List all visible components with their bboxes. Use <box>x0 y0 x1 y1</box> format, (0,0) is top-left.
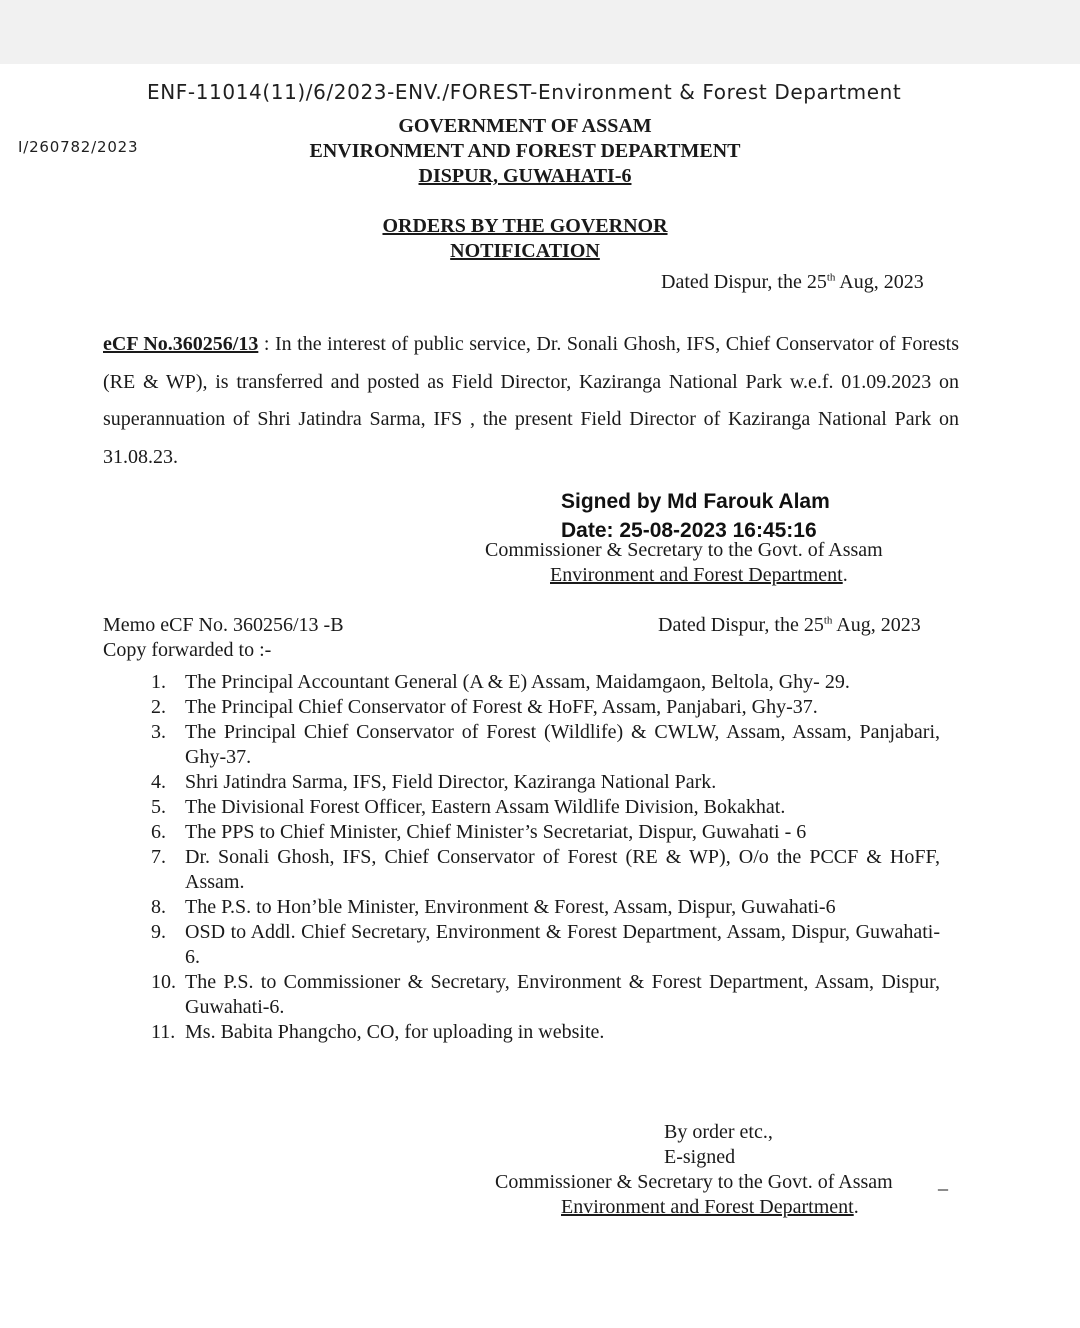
copy-list-text: The P.S. to Commissioner & Secretary, Environment & Forest Department, Assam, Dispur, Guwahati-6. <box>185 971 940 1018</box>
copy-list-number: 2. <box>151 696 166 718</box>
closing-department <box>561 1196 859 1219</box>
copy-list-number: 7. <box>151 846 166 868</box>
signatory-period: . <box>842 564 848 586</box>
header-address-text: DISPUR, GUWAHATI-6 <box>418 165 632 187</box>
copy-list-text: The Principal Accountant General (A & E) Assam, Maidamgaon, Beltola, Ghy- 29. <box>185 671 850 693</box>
copy-list-item <box>151 920 940 970</box>
copy-list-text: The P.S. to Hon’ble Minister, Environment & Forest, Assam, Dispur, Guwahati-6 <box>185 896 836 918</box>
copy-list-text: The PPS to Chief Minister, Chief Minister’s Secretariat, Dispur, Guwahati - 6 <box>185 821 807 843</box>
copy-list-item <box>151 1020 940 1045</box>
notification-date <box>661 271 924 294</box>
notification-heading-text: NOTIFICATION <box>450 240 600 262</box>
closing-dash: _ <box>938 1171 948 1193</box>
copy-list-number: 8. <box>151 896 166 918</box>
copy-list-number: 5. <box>151 796 166 818</box>
copy-list-item <box>151 770 940 795</box>
copy-list-number: 3. <box>151 721 166 743</box>
esignature-signed-by: Signed by Md Farouk Alam <box>561 490 830 513</box>
memo-date <box>658 614 921 637</box>
notification-date-prefix: Dated Dispur, the 25 <box>661 271 827 293</box>
copy-list-number: 4. <box>151 771 166 793</box>
by-order-text: By order etc., <box>664 1121 773 1143</box>
copy-list-number: 9. <box>151 921 166 943</box>
memo-date-rest: Aug, 2023 <box>832 614 921 636</box>
copy-list-text: The Principal Chief Conservator of Forest (Wildlife) & CWLW, Assam, Assam, Panjabari, Ghy-37. <box>185 721 940 768</box>
copy-list-item <box>151 820 940 845</box>
closing-department-text: Environment and Forest Department <box>561 1196 854 1218</box>
copy-list-text: The Principal Chief Conservator of Forest & HoFF, Assam, Panjabari, Ghy-37. <box>185 696 818 718</box>
signatory-department <box>550 564 848 587</box>
copy-list-number: 11. <box>151 1021 176 1043</box>
copy-list-item <box>151 970 940 1020</box>
copy-list-item <box>151 895 940 920</box>
memo-date-prefix: Dated Dispur, the 25 <box>658 614 824 636</box>
copy-list-number: 6. <box>151 821 166 843</box>
copy-list-text: Dr. Sonali Ghosh, IFS, Chief Conservator of Forest (RE & WP), O/o the PCCF & HoFF, Assam. <box>185 846 940 893</box>
ecf-reference: eCF No.360256/13 <box>103 333 259 355</box>
closing-period: . <box>853 1196 859 1218</box>
notification-body-text: : In the interest of public service, Dr. Sonali Ghosh, IFS, Chief Conservator of Forests (RE & WP), is transferred and posted as Field Director, Kaziranga National Park w.e.f. 01.09.2023 on superannuation of Shri Jatindra Sarma, IFS , the present Field Director of Kaziranga National Park on 31.08.23. <box>103 333 959 468</box>
copy-list-text: Ms. Babita Phangcho, CO, for uploading in website. <box>185 1021 605 1043</box>
signatory-designation: Commissioner & Secretary to the Govt. of Assam <box>485 539 883 561</box>
notification-date-rest: Aug, 2023 <box>835 271 924 293</box>
order-heading-text: ORDERS BY THE GOVERNOR <box>382 215 668 237</box>
notification-date-suffix: th <box>826 271 836 284</box>
copy-list-number: 1. <box>151 671 166 693</box>
closing-designation: Commissioner & Secretary to the Govt. of Assam <box>495 1171 893 1193</box>
signatory-department-text: Environment and Forest Department <box>550 564 843 586</box>
copy-list-number: 10. <box>151 971 176 993</box>
copy-list-item <box>151 720 940 770</box>
receipt-number: I/260782/2023 <box>18 138 139 156</box>
file-reference: ENF-11014(11)/6/2023-ENV./FOREST-Environment & Forest Department <box>147 80 902 104</box>
notification-body <box>103 326 959 476</box>
copy-forwarded-label: Copy forwarded to :- <box>103 639 272 661</box>
copy-list-item <box>151 795 940 820</box>
order-heading <box>0 215 1050 238</box>
notification-heading <box>0 240 1050 263</box>
header-department: ENVIRONMENT AND FOREST DEPARTMENT <box>309 140 741 162</box>
viewer-top-bar <box>0 0 1080 64</box>
header-address <box>0 165 1050 188</box>
copy-list-text: OSD to Addl. Chief Secretary, Environment & Forest Department, Assam, Dispur, Guwahati-6. <box>185 921 940 968</box>
esigned-text: E-signed <box>664 1146 736 1168</box>
copy-list <box>151 670 940 1045</box>
esignature-date: Date: 25-08-2023 16:45:16 <box>561 519 817 542</box>
header-government: GOVERNMENT OF ASSAM <box>398 115 652 137</box>
copy-list-item <box>151 695 940 720</box>
memo-date-suffix: th <box>823 614 833 627</box>
copy-list-item <box>151 845 940 895</box>
copy-list-text: The Divisional Forest Officer, Eastern Assam Wildlife Division, Bokakhat. <box>185 796 786 818</box>
copy-list-item <box>151 670 940 695</box>
copy-list-text: Shri Jatindra Sarma, IFS, Field Director, Kaziranga National Park. <box>185 771 717 793</box>
memo-number: Memo eCF No. 360256/13 -B <box>103 614 344 636</box>
